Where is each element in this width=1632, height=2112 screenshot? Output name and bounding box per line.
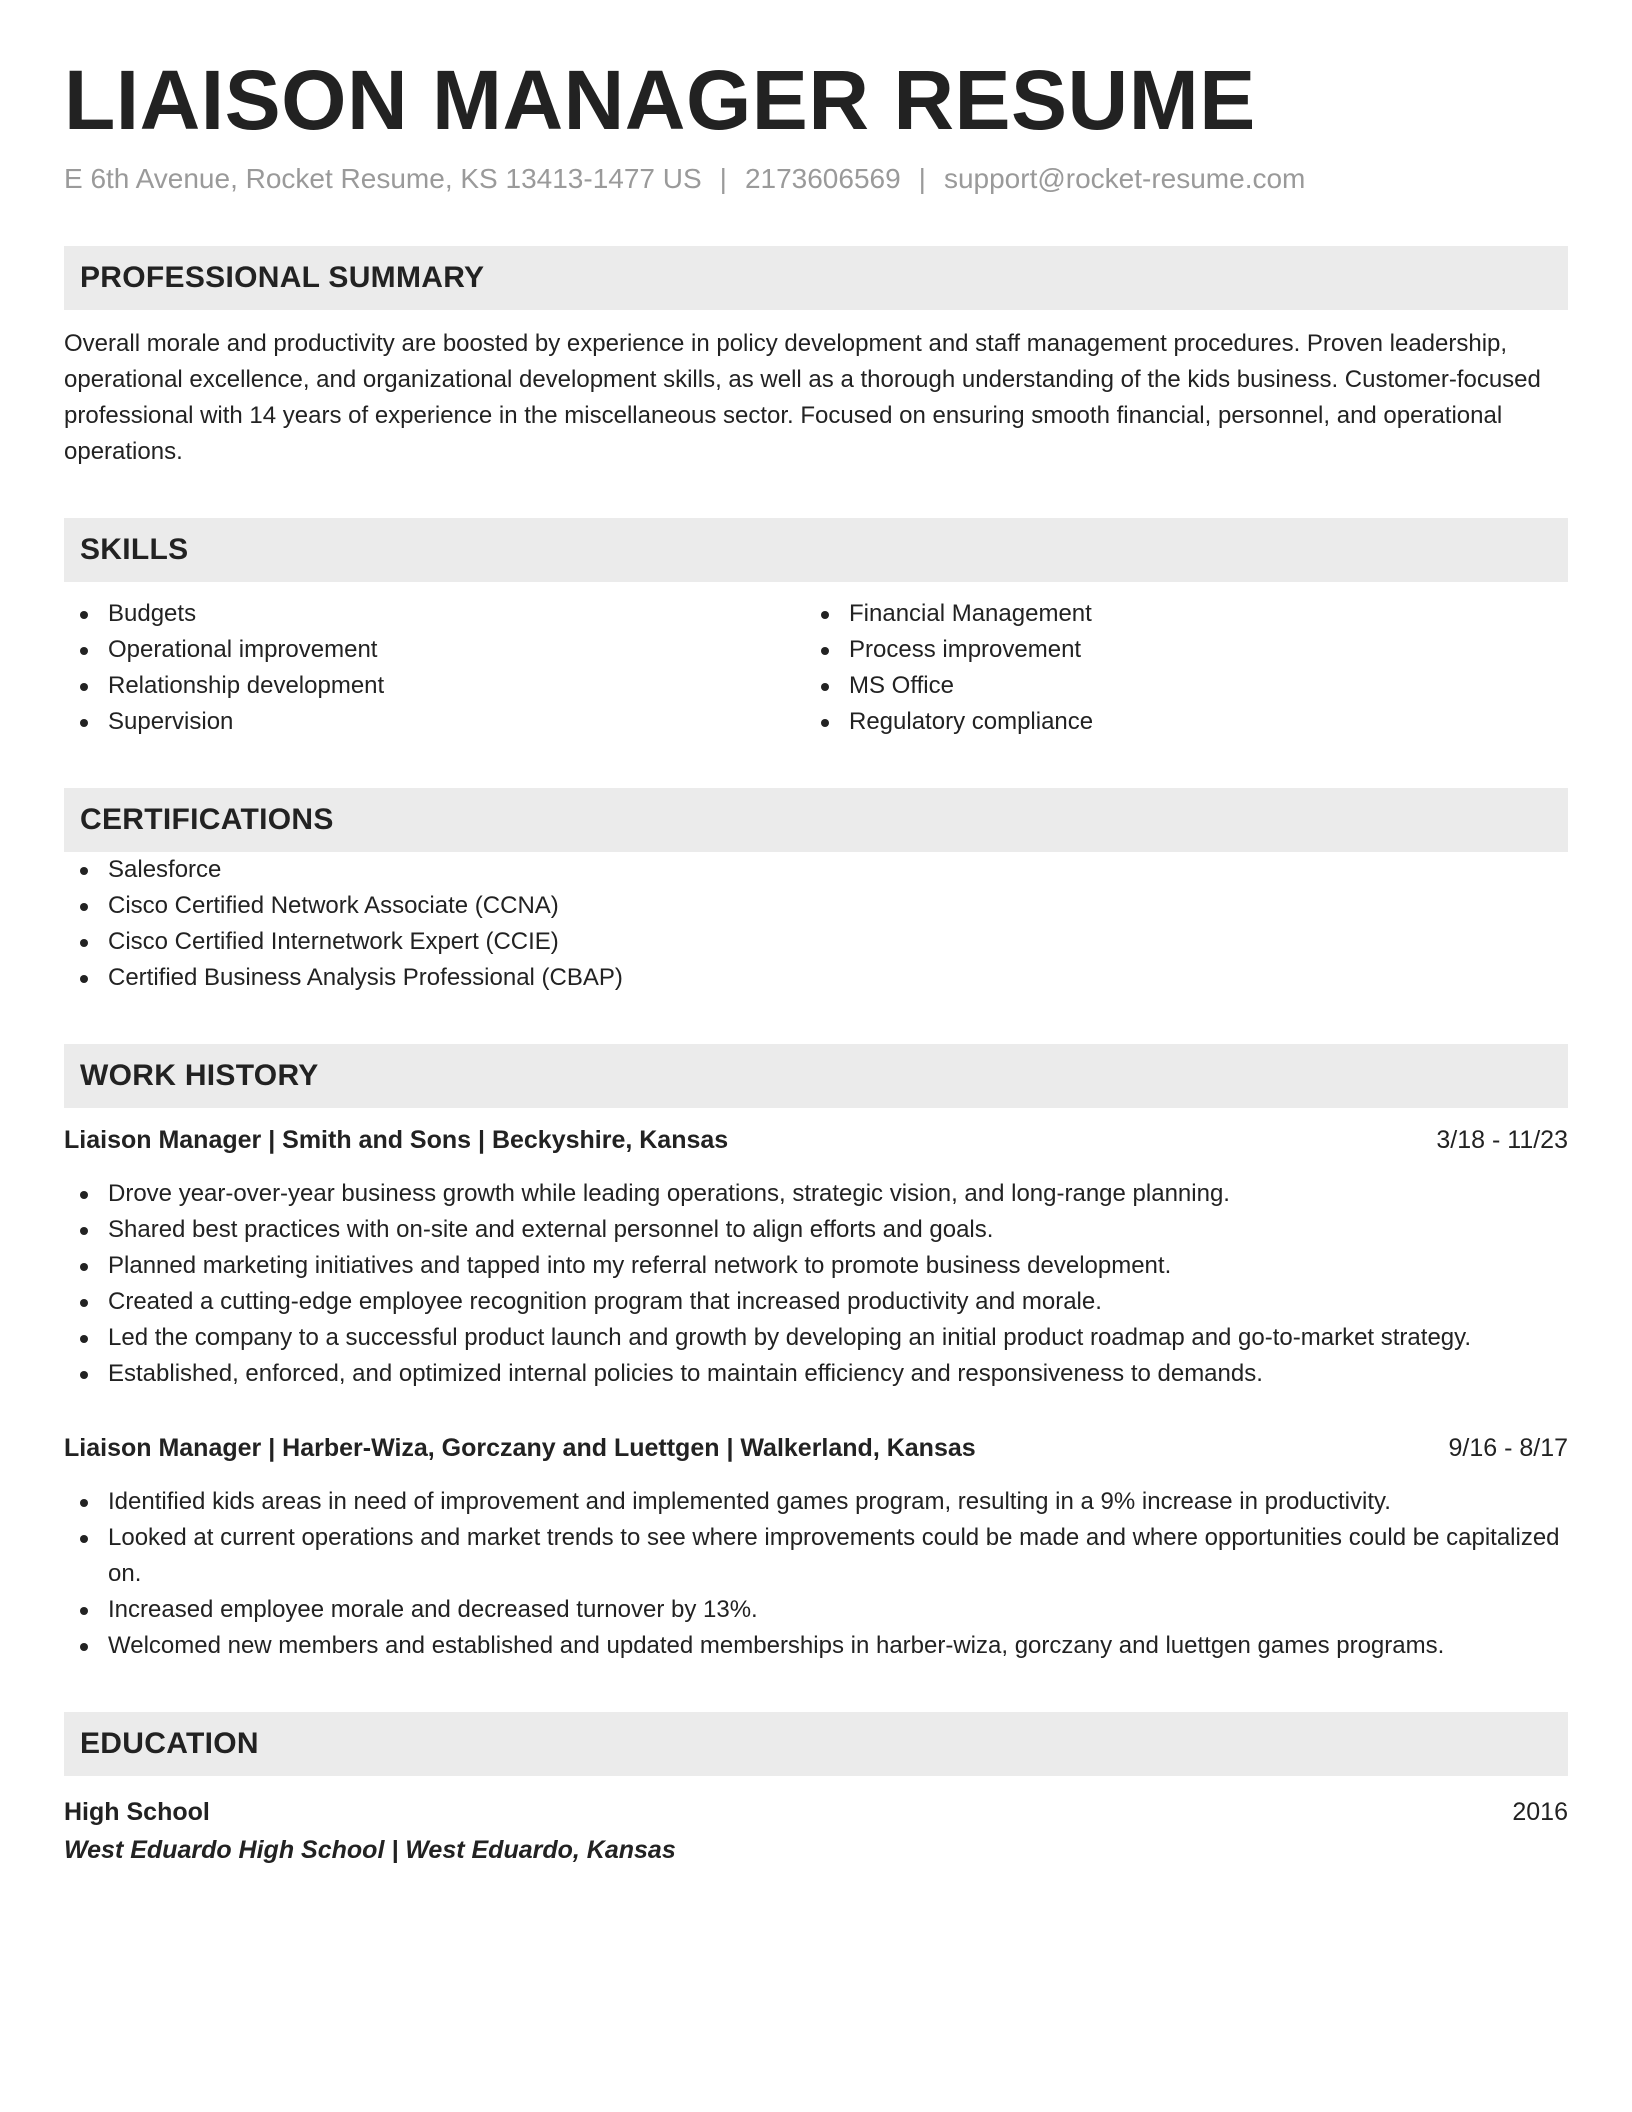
education-year: 2016 [1512, 1797, 1568, 1826]
job-bullet: Welcomed new members and established and updated memberships in harber-wiza, gorczany and luettgen games programs. [64, 1628, 1568, 1664]
section-summary [64, 246, 1568, 470]
skill-item: Supervision [64, 704, 805, 740]
education-entry [64, 1794, 1568, 1868]
job-bullet: Drove year-over-year business growth while leading operations, strategic vision, and long-range planning. [64, 1176, 1568, 1212]
job-bullets [64, 1176, 1568, 1392]
skill-item: MS Office [805, 668, 1568, 704]
certification-item: Certified Business Analysis Professional (CBAP) [64, 960, 1568, 996]
job-dates: 9/16 - 8/17 [1448, 1433, 1568, 1462]
section-education [64, 1712, 1568, 1868]
skill-item: Process improvement [805, 632, 1568, 668]
job-header [64, 1430, 1568, 1466]
job-dates: 3/18 - 11/23 [1436, 1125, 1568, 1154]
skills-column-left [64, 596, 805, 740]
certifications-list [64, 852, 1568, 996]
section-certifications [64, 788, 1568, 996]
resume-title: LIAISON MANAGER RESUME [64, 53, 1256, 147]
job-bullet: Shared best practices with on-site and external personnel to align efforts and goals. [64, 1212, 1568, 1248]
job-title: Liaison Manager | Smith and Sons | Beckyshire, Kansas [64, 1125, 729, 1154]
certification-item: Cisco Certified Internetwork Expert (CCIE) [64, 924, 1568, 960]
section-skills [64, 518, 1568, 740]
contact-email: support@rocket-resume.com [943, 162, 1306, 194]
skill-item: Budgets [64, 596, 805, 632]
certification-item: Cisco Certified Network Associate (CCNA) [64, 888, 1568, 924]
job-entry [64, 1430, 1568, 1664]
skill-item: Relationship development [64, 668, 805, 704]
contact-phone: 2173606569 [744, 162, 901, 194]
section-work-history [64, 1044, 1568, 1664]
job-bullet: Created a cutting-edge employee recognition program that increased productivity and morale. [64, 1284, 1568, 1320]
education-school: West Eduardo High School | West Eduardo, Kansas [64, 1835, 676, 1864]
job-bullets [64, 1484, 1568, 1664]
section-heading-summary: PROFESSIONAL SUMMARY [64, 246, 1568, 310]
job-entry [64, 1122, 1568, 1392]
skill-item: Regulatory compliance [805, 704, 1568, 740]
job-bullet: Established, enforced, and optimized internal policies to maintain efficiency and responsiveness to demands. [64, 1356, 1568, 1392]
contact-line [64, 163, 1568, 195]
skills-column-right [805, 596, 1568, 740]
job-title: Liaison Manager | Harber-Wiza, Gorczany and Luettgen | Walkerland, Kansas [64, 1433, 976, 1462]
education-degree: High School [64, 1797, 210, 1826]
skill-item: Financial Management [805, 596, 1568, 632]
job-bullet: Planned marketing initiatives and tapped into my referral network to promote business development. [64, 1248, 1568, 1284]
job-bullet: Increased employee morale and decreased turnover by 13%. [64, 1592, 1568, 1628]
contact-separator: | [918, 162, 926, 194]
section-heading-education: EDUCATION [64, 1712, 1568, 1776]
job-bullet: Led the company to a successful product launch and growth by developing an initial product roadmap and go-to-market strategy. [64, 1320, 1568, 1356]
section-heading-work-history: WORK HISTORY [64, 1044, 1568, 1108]
skill-item: Operational improvement [64, 632, 805, 668]
section-heading-skills: SKILLS [64, 518, 1568, 582]
job-header [64, 1122, 1568, 1158]
education-header [64, 1794, 1568, 1830]
skills-grid [64, 596, 1568, 740]
certification-item: Salesforce [64, 852, 1568, 888]
contact-separator: | [719, 162, 727, 194]
job-bullet: Identified kids areas in need of improvement and implemented games program, resulting in a 9% increase in productivity. [64, 1484, 1568, 1520]
section-heading-certifications: CERTIFICATIONS [64, 788, 1568, 852]
job-bullet: Looked at current operations and market trends to see where improvements could be made and where opportunities could be capitalized on. [64, 1520, 1568, 1592]
contact-address: E 6th Avenue, Rocket Resume, KS 13413-1477 US [64, 162, 702, 194]
summary-text: Overall morale and productivity are boosted by experience in policy development and staff management procedures. Proven leadership, operational excellence, and organizational development skills, as well as a thorough understanding of the kids business. Customer-focused professional with 14 years of experience in the miscellaneous sector. Focused on ensuring smooth financial, personnel, and operational operations. [64, 329, 1541, 465]
